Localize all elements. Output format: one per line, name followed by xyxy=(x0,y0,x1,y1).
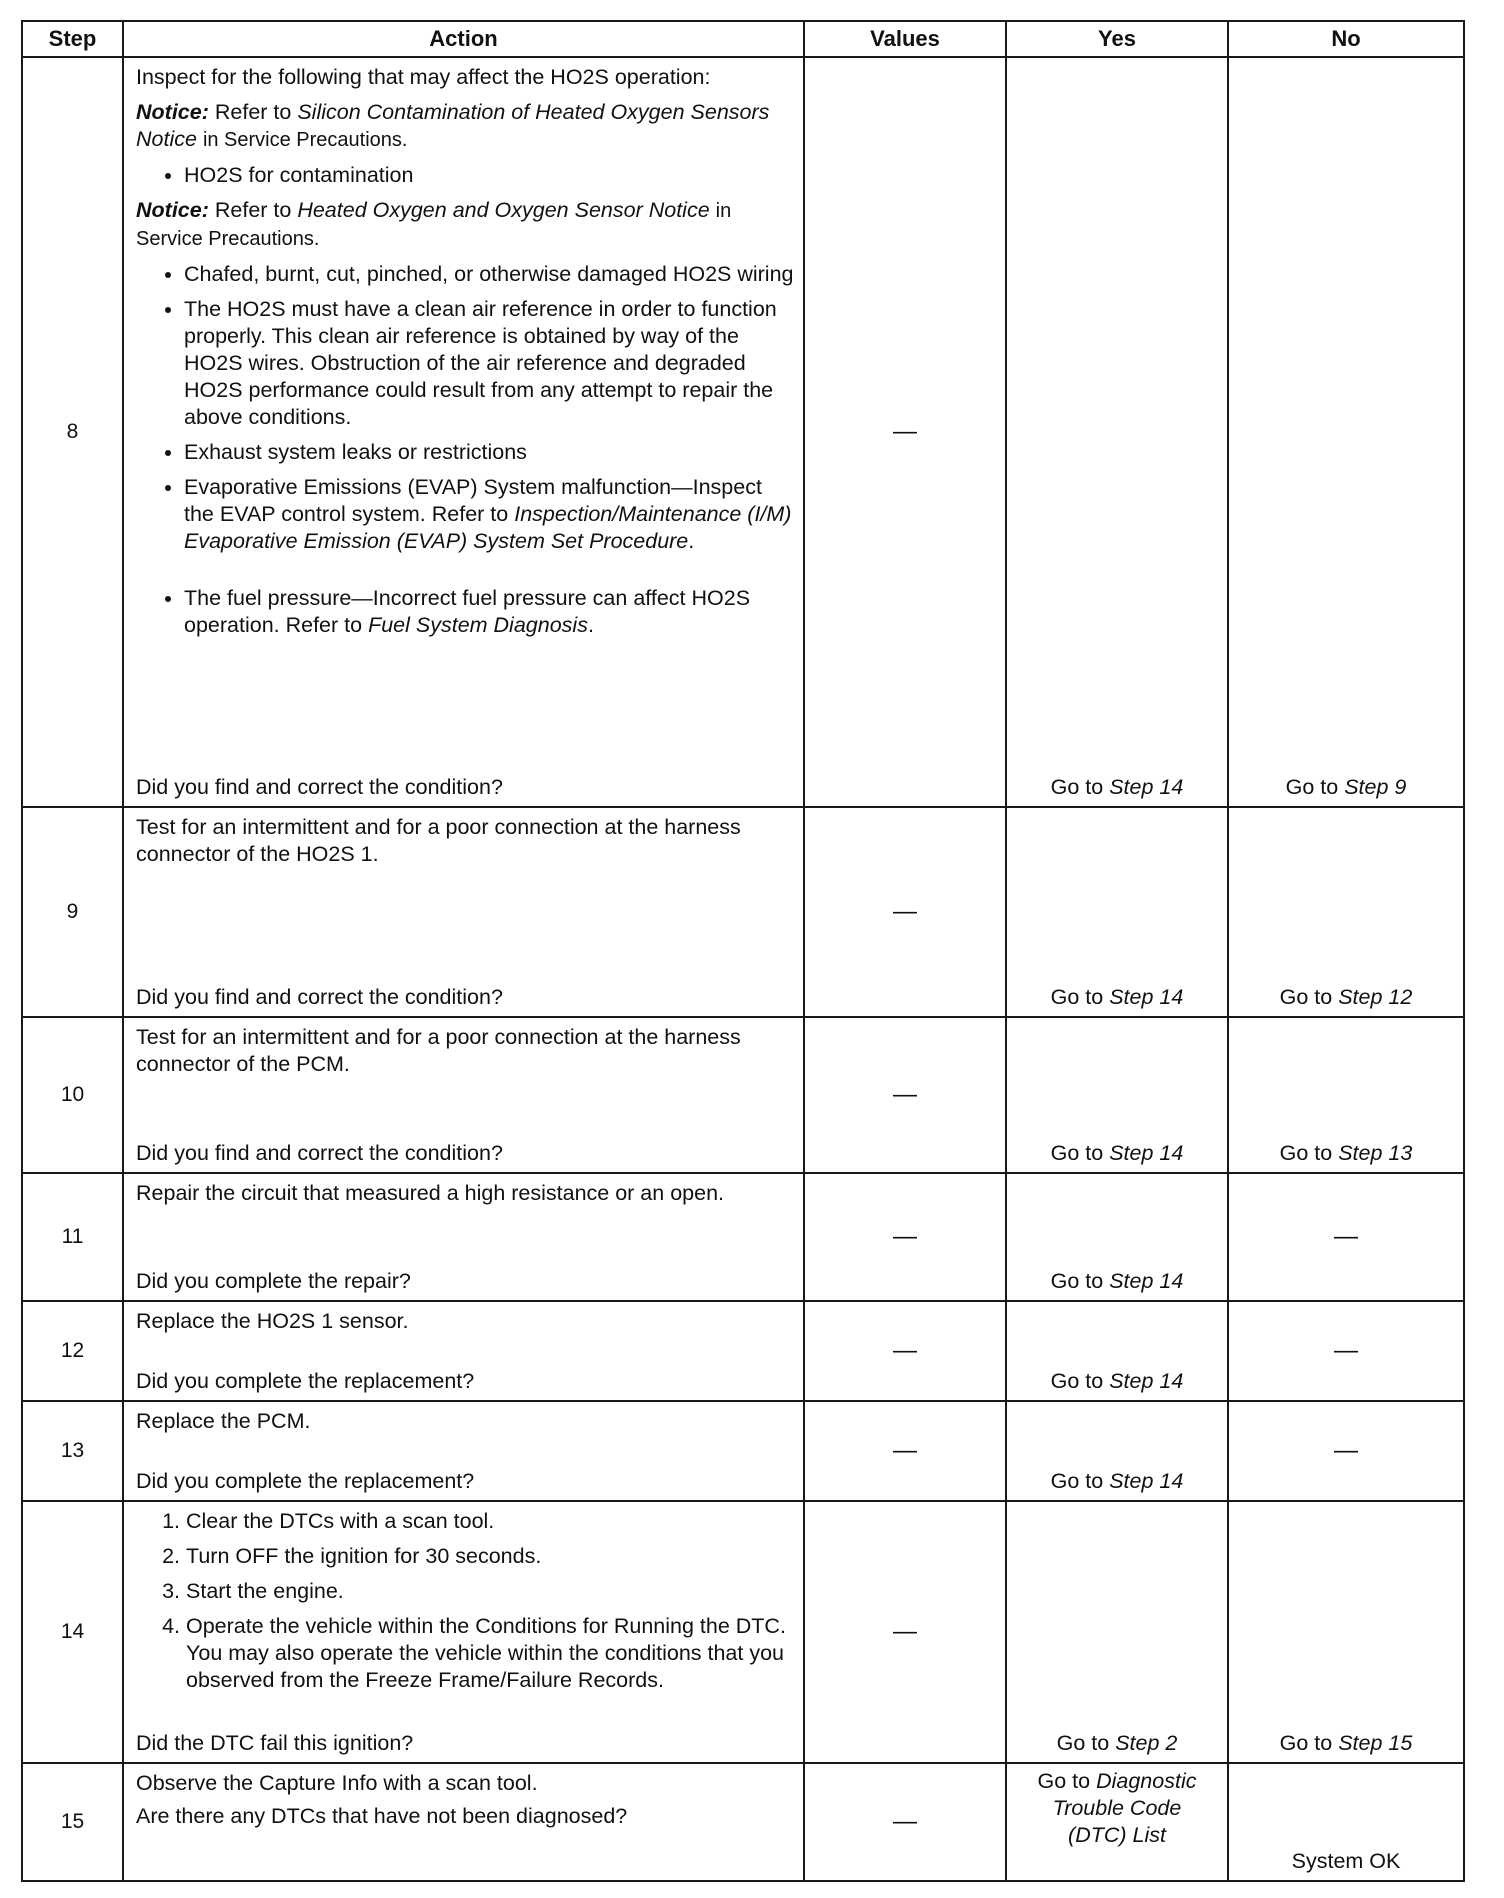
no-cell xyxy=(1228,1017,1464,1173)
action-text: Test for an intermittent and for a poor connection at the harness connector of the PCM. xyxy=(136,1025,741,1076)
goto-step-link[interactable]: Step 14 xyxy=(1109,1141,1184,1165)
table-row-step-9 xyxy=(22,807,1464,1017)
action-cell xyxy=(123,1301,804,1401)
goto-step-link[interactable]: Step 14 xyxy=(1109,1269,1184,1293)
values-cell: — xyxy=(804,1501,1006,1763)
numbered-list xyxy=(126,1508,795,1694)
action-question: Did you find and correct the condition? xyxy=(136,985,503,1009)
action-text: Observe the Capture Info with a scan tool. xyxy=(136,1771,538,1795)
notice-text xyxy=(136,99,795,154)
action-cell xyxy=(123,807,804,1017)
action-question: Did you complete the repair? xyxy=(136,1269,411,1293)
action-question: Did you complete the replacement? xyxy=(136,1369,475,1393)
action-cell xyxy=(123,1173,804,1301)
evap-end: . xyxy=(688,529,695,553)
notice-pre: Refer to xyxy=(214,198,292,222)
no-cell xyxy=(1228,1301,1464,1401)
table-row-step-12 xyxy=(22,1301,1464,1401)
no-value: — xyxy=(1334,1337,1358,1364)
header-row xyxy=(22,21,1464,57)
goto-step-link[interactable]: Step 2 xyxy=(1115,1731,1178,1755)
table-row-step-14 xyxy=(22,1501,1464,1763)
no-cell xyxy=(1228,1401,1464,1501)
list-item xyxy=(184,474,795,555)
values-cell: — xyxy=(804,1173,1006,1301)
notice-reference-link[interactable]: Heated Oxygen and Oxygen Sensor Notice xyxy=(297,198,710,222)
no-value: — xyxy=(1334,1223,1358,1250)
header-no: No xyxy=(1228,21,1464,57)
table-row-step-11 xyxy=(22,1173,1464,1301)
yes-cell xyxy=(1006,1401,1228,1501)
table-row-step-8 xyxy=(22,57,1464,807)
values-cell: — xyxy=(804,1763,1006,1881)
goto-text: Go to xyxy=(1037,1769,1091,1793)
list-item: 3. Start the engine. xyxy=(186,1578,795,1605)
notice-label: Notice: xyxy=(136,198,209,222)
notice-text xyxy=(136,197,795,253)
action-cell xyxy=(123,1401,804,1501)
step-number: 10 xyxy=(22,1017,123,1173)
goto-text: Go to xyxy=(1056,1731,1110,1755)
step-number: 8 xyxy=(22,57,123,807)
action-intro: Inspect for the following that may affect the HO2S operation: xyxy=(136,65,711,89)
notice-post: in Service Precautions. xyxy=(136,200,732,250)
notice-reference-link[interactable]: Silicon Contamination of Heated Oxygen Sensors Notice xyxy=(136,100,770,151)
goto-text: Go to xyxy=(1050,1269,1104,1293)
yes-cell xyxy=(1006,1173,1228,1301)
goto-text: Go to xyxy=(1279,1731,1333,1755)
action-cell xyxy=(123,1763,804,1881)
goto-text: Go to xyxy=(1050,985,1104,1009)
yes-cell xyxy=(1006,1017,1228,1173)
bullet-list xyxy=(136,261,795,639)
fuel-text: The fuel pressure—Incorrect fuel pressure can affect HO2S operation. Refer to xyxy=(184,586,751,637)
list-item: 1. Clear the DTCs with a scan tool. xyxy=(186,1508,795,1535)
action-question: Did you complete the replacement? xyxy=(136,1469,475,1493)
action-question: Did the DTC fail this ignition? xyxy=(136,1731,414,1755)
action-cell xyxy=(123,1017,804,1173)
header-action: Action xyxy=(123,21,804,57)
step-number: 12 xyxy=(22,1301,123,1401)
notice-pre: Refer to xyxy=(214,100,292,124)
action-question: Did you find and correct the condition? xyxy=(136,1141,503,1165)
goto-step-link[interactable]: Step 15 xyxy=(1338,1731,1413,1755)
goto-text: Go to xyxy=(1279,985,1333,1009)
action-cell xyxy=(123,57,804,807)
step-number: 14 xyxy=(22,1501,123,1763)
values-cell: — xyxy=(804,1017,1006,1173)
action-text: Replace the PCM. xyxy=(136,1409,311,1433)
yes-cell xyxy=(1006,1501,1228,1763)
step-number: 11 xyxy=(22,1173,123,1301)
values-cell: — xyxy=(804,807,1006,1017)
list-item: • The HO2S must have a clean air reference in order to function properly. This clean air reference is obtained by way of the HO2S wires. Obstruction of the air reference and degraded HO2S performance could result from any attempt to repair the above conditions. xyxy=(184,296,795,431)
step-number: 13 xyxy=(22,1401,123,1501)
action-question: Are there any DTCs that have not been diagnosed? xyxy=(136,1804,628,1828)
values-cell: — xyxy=(804,1301,1006,1401)
goto-text: Go to xyxy=(1285,775,1339,799)
header-step: Step xyxy=(22,21,123,57)
list-item: 2. Turn OFF the ignition for 30 seconds. xyxy=(186,1543,795,1570)
no-cell xyxy=(1228,1501,1464,1763)
list-item: 4. Operate the vehicle within the Conditions for Running the DTC. You may also operate the vehicle within the conditions that you observed from the Freeze Frame/Failure Records. xyxy=(186,1613,795,1694)
evap-text: Evaporative Emissions (EVAP) System malfunction—Inspect the EVAP control system. Refer to xyxy=(184,475,762,526)
action-text: Repair the circuit that measured a high resistance or an open. xyxy=(136,1181,724,1205)
no-cell xyxy=(1228,807,1464,1017)
no-cell xyxy=(1228,1763,1464,1881)
goto-text: Go to xyxy=(1050,1369,1104,1393)
goto-dtc-list-link[interactable]: Diagnostic Trouble Code (DTC) List xyxy=(1052,1769,1197,1847)
goto-step-link[interactable]: Step 13 xyxy=(1338,1141,1413,1165)
table-row-step-13 xyxy=(22,1401,1464,1501)
yes-cell xyxy=(1006,807,1228,1017)
header-values: Values xyxy=(804,21,1006,57)
table-row-step-15 xyxy=(22,1763,1464,1881)
goto-text: Go to xyxy=(1050,775,1104,799)
no-cell xyxy=(1228,57,1464,807)
no-value: — xyxy=(1334,1437,1358,1464)
list-item: • Exhaust system leaks or restrictions xyxy=(184,439,795,466)
action-question: Did you find and correct the condition? xyxy=(136,775,503,799)
goto-text: Go to xyxy=(1050,1141,1104,1165)
yes-cell xyxy=(1006,1763,1228,1881)
step-number: 15 xyxy=(22,1763,123,1881)
goto-step-link[interactable]: Step 14 xyxy=(1109,985,1184,1009)
diagnostic-table xyxy=(21,20,1465,1882)
action-text: Replace the HO2S 1 sensor. xyxy=(136,1309,409,1333)
goto-text: Go to xyxy=(1279,1141,1333,1165)
action-cell xyxy=(123,1501,804,1763)
values-cell: — xyxy=(804,1401,1006,1501)
fuel-diagnosis-link[interactable]: Fuel System Diagnosis xyxy=(368,613,588,637)
notice-label: Notice: xyxy=(136,100,209,124)
step-number: 9 xyxy=(22,807,123,1017)
no-value: System OK xyxy=(1291,1849,1401,1873)
table-row-step-10 xyxy=(22,1017,1464,1173)
fuel-end: . xyxy=(587,613,594,637)
yes-cell xyxy=(1006,57,1228,807)
goto-text: Go to xyxy=(1050,1469,1104,1493)
goto-step-link[interactable]: Step 14 xyxy=(1109,1369,1184,1393)
goto-step-link[interactable]: Step 9 xyxy=(1344,775,1407,799)
goto-step-link[interactable]: Step 12 xyxy=(1338,985,1413,1009)
header-yes: Yes xyxy=(1006,21,1228,57)
list-item: • HO2S for contamination xyxy=(184,162,795,189)
list-item: • Chafed, burnt, cut, pinched, or otherwise damaged HO2S wiring xyxy=(184,261,795,288)
notice-post: in Service Precautions. xyxy=(202,129,408,151)
values-cell: — xyxy=(804,57,1006,807)
no-cell xyxy=(1228,1173,1464,1301)
bullet-list xyxy=(136,162,795,189)
evap-procedure-link[interactable]: Inspection/Maintenance (I/M) Evaporative Emission (EVAP) System Set Procedure xyxy=(184,502,792,553)
yes-cell xyxy=(1006,1301,1228,1401)
goto-step-link[interactable]: Step 14 xyxy=(1109,1469,1184,1493)
list-item xyxy=(184,585,795,639)
action-text: Test for an intermittent and for a poor connection at the harness connector of the HO2S 1. xyxy=(136,815,741,866)
goto-step-link[interactable]: Step 14 xyxy=(1109,775,1184,799)
